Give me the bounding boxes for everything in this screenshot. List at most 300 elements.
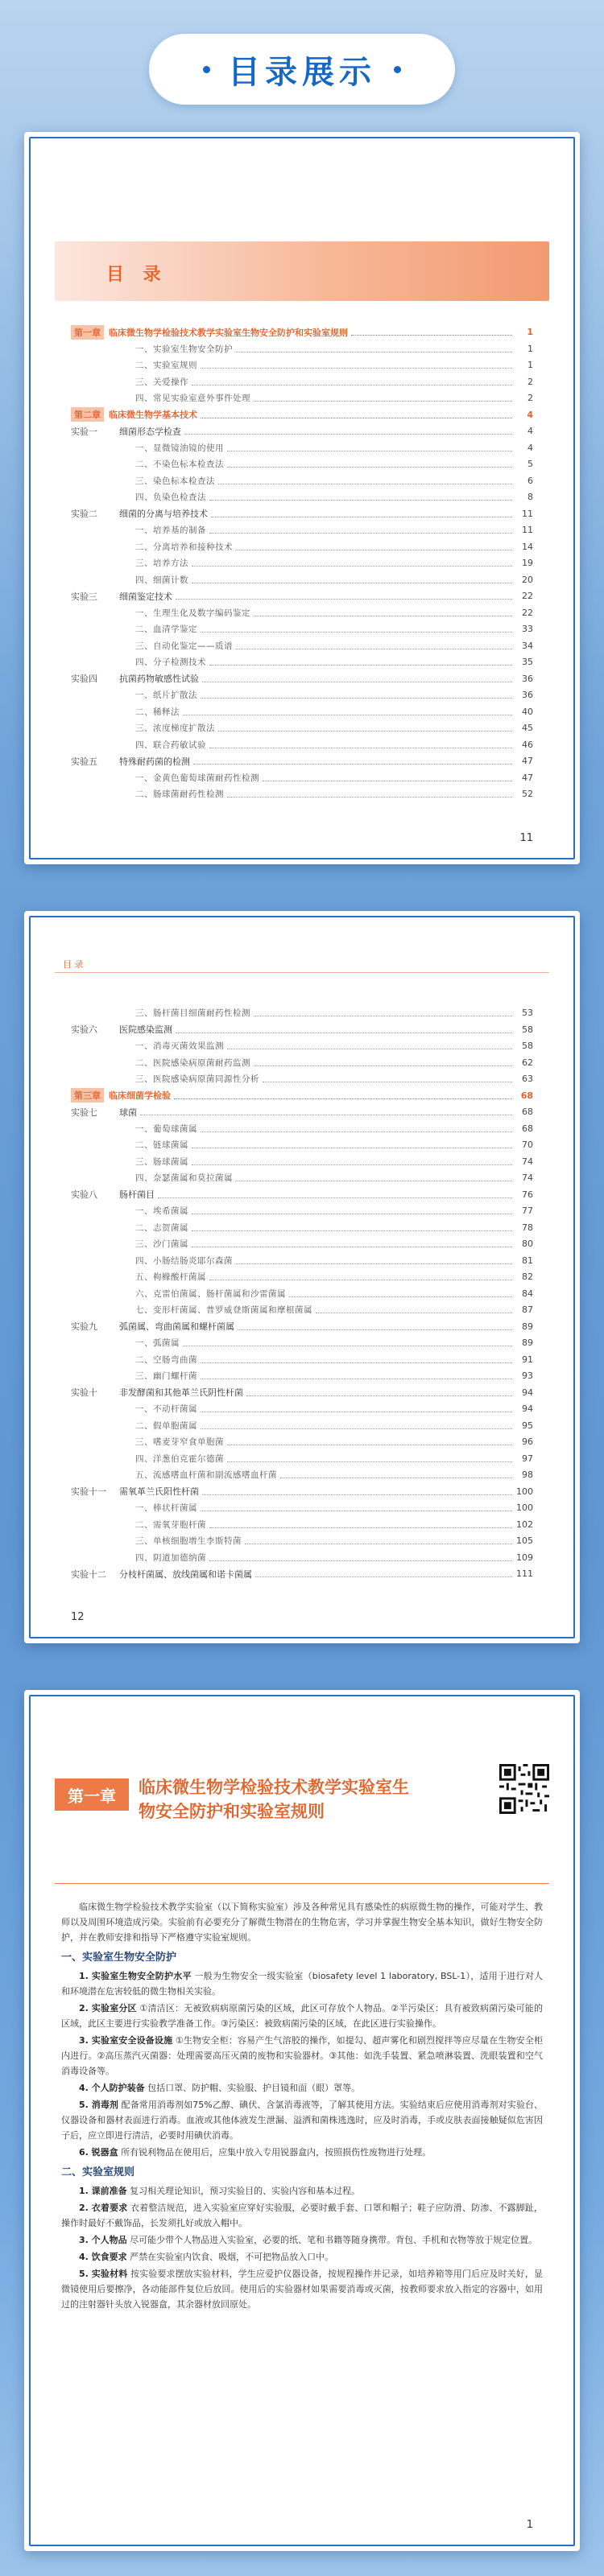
toc-item-row[interactable] <box>71 1138 533 1152</box>
chapter-page-frame <box>24 1690 580 2551</box>
toc-leader <box>192 1224 512 1231</box>
toc-experiment-row[interactable] <box>71 1386 533 1399</box>
toc-entry-title: 分枝杆菌属、放线菌属和诺卡菌属 <box>119 1568 252 1580</box>
toc-page-number: 62 <box>522 1057 533 1068</box>
toc-entry-title: 三、浓度梯度扩散法 <box>135 723 215 733</box>
toc-experiment-label: 实验八 <box>71 1189 97 1200</box>
toc-experiment-row[interactable] <box>71 1485 533 1498</box>
toc-leader <box>236 1174 512 1181</box>
toc-leader <box>193 757 512 765</box>
page-number: 11 <box>519 832 533 844</box>
toc-page-number: 100 <box>516 1502 533 1513</box>
toc-page-number: 105 <box>516 1535 533 1546</box>
toc-entry-title: 三、肠杆菌目细菌耐药性检测 <box>135 1008 250 1018</box>
toc-page-number: 81 <box>522 1255 533 1266</box>
toc-entry-title: 二、空肠弯曲菌 <box>135 1354 197 1365</box>
toc-page-number: 93 <box>522 1370 533 1381</box>
toc-item-row[interactable] <box>71 375 533 389</box>
toc-page-number: 70 <box>522 1140 533 1150</box>
toc-item-row[interactable] <box>71 705 533 719</box>
toc-entry-title: 二、链球菌属 <box>135 1140 188 1150</box>
rule-paragraph <box>61 2183 543 2199</box>
toc-experiment-label: 实验十二 <box>71 1568 106 1580</box>
toc-item-row[interactable] <box>71 1254 533 1267</box>
toc-leader <box>201 1372 512 1379</box>
toc-leader <box>209 1554 512 1561</box>
toc-entry-title: 三、关爱操作 <box>135 377 188 387</box>
toc-leader <box>209 526 512 534</box>
toc-entry-title: 六、克雷伯菌属、肠杆菌属和沙雷菌属 <box>135 1288 286 1299</box>
toc-entry-title: 一、金黄色葡萄球菌耐药性检测 <box>135 773 259 783</box>
rule-paragraph <box>61 2232 543 2248</box>
toc-page-number: 36 <box>522 673 533 684</box>
rule-paragraph <box>61 2001 543 2031</box>
toc-page-number: 91 <box>522 1354 533 1365</box>
rule-text: 复习相关理论知识，预习实验目的、实验内容和基本过程。 <box>130 2186 361 2196</box>
toc-page-number: 4 <box>527 426 533 436</box>
toc-page-number: 53 <box>522 1008 533 1018</box>
toc-leader <box>201 1125 512 1132</box>
toc-leader <box>254 1059 512 1066</box>
toc-item-row[interactable] <box>71 738 533 752</box>
toc-leader <box>192 1158 512 1165</box>
toc-item-row[interactable] <box>71 1501 533 1515</box>
toc-leader <box>316 1306 512 1313</box>
toc-item-row[interactable] <box>71 391 533 405</box>
toc-leader <box>209 1521 512 1528</box>
toc-page-number: 5 <box>527 459 533 469</box>
toc-item-row[interactable] <box>71 1006 533 1020</box>
toc-experiment-label: 实验六 <box>71 1024 97 1035</box>
toc-page-number: 46 <box>522 739 533 750</box>
toc-entry-title: 医院感染监测 <box>119 1024 172 1035</box>
toc-leader <box>227 444 512 451</box>
toc-experiment-row[interactable] <box>71 1023 533 1037</box>
toc-leader <box>158 1191 512 1198</box>
toc-page-number: 89 <box>522 1321 533 1332</box>
toc-page-number: 2 <box>527 393 533 403</box>
toc-item-row[interactable] <box>71 639 533 653</box>
toc-leader <box>245 1537 512 1544</box>
section-heading-1: 一、实验室生物安全防护 <box>61 1952 177 1964</box>
toc-experiment-row[interactable] <box>71 754 533 768</box>
toc-chapter-label: 第一章 <box>71 325 104 340</box>
toc-leader <box>218 477 512 484</box>
toc-entry-title: 一、棒状杆菌属 <box>135 1503 197 1513</box>
toc-experiment-label: 实验九 <box>71 1321 97 1332</box>
toc-entry-title: 特殊耐药菌的检测 <box>119 756 190 767</box>
toc-leader <box>201 625 512 633</box>
toc-entry-title: 三、幽门螺杆菌 <box>135 1371 197 1381</box>
toc-leader <box>254 394 512 402</box>
toc-leader <box>227 790 512 798</box>
toc-experiment-row[interactable] <box>71 672 533 686</box>
chapter-body <box>61 1899 543 2314</box>
toc-experiment-row[interactable] <box>71 1320 533 1333</box>
toc-page-number: 47 <box>522 772 533 783</box>
toc-leader <box>183 708 512 715</box>
toc-page-number: 76 <box>522 1189 533 1200</box>
toc-experiment-label: 实验七 <box>71 1107 97 1118</box>
toc-item-row[interactable] <box>71 1534 533 1548</box>
toc-list-1 <box>71 325 533 816</box>
toc-leader <box>263 774 512 781</box>
toc-entry-title: 四、阴道加德纳菌 <box>135 1552 206 1563</box>
toc-page-number: 40 <box>522 706 533 717</box>
toc-leader <box>227 1042 512 1049</box>
intro-paragraph: 临床微生物学检验技术教学实验室（以下简称实验室）涉及各种常见具有感染性的病原微生物的操作，可能对学生、教师以及周围环境造成污染。实验前有必要充分了解微生物潜在的生物危害，学习并掌握生物安全基本知识，做好生物安全防护，并在教师安排和指导下严格遵守实验室规则。 <box>61 1902 543 1943</box>
running-header: 目 录 <box>63 959 84 970</box>
rule-lead: 4. 个人防护装备 <box>79 2083 145 2093</box>
toc-entry-title: 一、显微镜油镜的使用 <box>135 443 224 453</box>
rule-lead: 3. 实验室安全设备设施 <box>79 2035 173 2046</box>
toc-entry-title: 一、不动杆菌属 <box>135 1404 197 1414</box>
toc-page-number: 87 <box>522 1304 533 1315</box>
toc-entry-title: 四、小肠结肠炎耶尔森菌 <box>135 1255 233 1266</box>
toc-page-number: 95 <box>522 1420 533 1431</box>
toc-item-row[interactable] <box>71 688 533 702</box>
toc-page-number: 97 <box>522 1453 533 1464</box>
toc-leader <box>209 493 512 501</box>
toc-item-row[interactable] <box>71 1336 533 1350</box>
toc-experiment-row[interactable] <box>71 1567 533 1581</box>
toc-experiment-label: 实验四 <box>71 674 97 684</box>
toc-leader <box>263 1075 512 1082</box>
toc-entry-title: 二、分离培养和接种技术 <box>135 542 233 552</box>
rule-text: ①生物安全柜：容易产生气溶胶的操作，如提勾、超声雾化和剧烈搅拌等应尽量在生物安全柜内进行。②高压蒸汽灭菌器：处理需要高压灭菌的废物和实验器材。③其他：如洗手装置、紧急喷淋装置、洗眼装置和空气消毒设备等。 <box>61 2035 543 2076</box>
rule-text: 严禁在实验室内饮食、吸烟，不可把物品放入口中。 <box>130 2252 334 2262</box>
toc-entry-title: 临床微生物学检验技术教学实验室生物安全防护和实验室规则 <box>109 327 348 338</box>
toc-leader <box>184 427 512 435</box>
toc-leader <box>254 609 512 616</box>
toc-page-number: 68 <box>522 1107 533 1117</box>
rule-text: 一般为生物安全一级实验室（biosafety level 1 laboratory, BSL-1），适用于进行对人和环境潜在危害较低的微生物相关实验。 <box>61 1971 544 1997</box>
toc-leader <box>227 1455 512 1462</box>
toc-page-number: 96 <box>522 1436 533 1447</box>
toc-chapter-label: 第二章 <box>71 407 104 422</box>
toc-entry-title: 三、沙门菌属 <box>135 1239 188 1249</box>
chapter-title: 临床微生物学检验技术教学实验室生物安全防护和实验室规则 <box>139 1777 409 1821</box>
toc-page-number: 22 <box>522 607 533 618</box>
toc-page-number: 58 <box>522 1041 533 1051</box>
toc-item-row[interactable] <box>71 1237 533 1251</box>
toc-item-row[interactable] <box>71 556 533 570</box>
toc-leader <box>246 1389 512 1396</box>
rule-paragraph <box>61 1968 543 1999</box>
toc-item-row[interactable] <box>71 1353 533 1366</box>
toc-entry-title: 一、纸片扩散法 <box>135 690 197 700</box>
toc-heading-band <box>55 241 549 301</box>
title-banner <box>149 34 455 105</box>
toc-item-row[interactable] <box>71 474 533 488</box>
toc-experiment-row[interactable] <box>71 507 533 521</box>
rule-lead: 2. 实验室分区 <box>79 2003 137 2013</box>
toc-page-number: 80 <box>522 1239 533 1249</box>
toc-entry-title: 二、需氧芽胞杆菌 <box>135 1519 206 1530</box>
rule-text: 衣着整洁规范，进入实验室应穿好实验服，必要时戴手套、口罩和帽子；鞋子应防滑、防渗、不露脚趾，操作时最好不戴饰品，长发须扎好或放入帽中。 <box>61 2203 544 2228</box>
toc-item-row[interactable] <box>71 1551 533 1564</box>
toc-page-number: 111 <box>516 1568 533 1579</box>
rule-text: 包括口罩、防护帽、实验服、护目镜和面（眼）罩等。 <box>147 2083 361 2093</box>
toc-item-row[interactable] <box>71 1419 533 1432</box>
rule-text: 按实验要求摆放实验材料，学生应爱护仪器设备，按规程操作并记录，如培养箱等用门后应及时关好，显微镜使用后要擦净，各动能部件复位后放回。使用后的实验器材如果需要消毒或灭菌，按教师要求放入指定的容器中，如用过的注射器针头放入锐器盒，其余器材放回原处。 <box>61 2269 544 2310</box>
toc-leader <box>192 1207 512 1214</box>
toc-page-number: 78 <box>522 1222 533 1233</box>
toc-entry-title: 细菌的分离与培养技术 <box>119 509 208 519</box>
toc-page-number: 4 <box>527 409 533 420</box>
toc-leader <box>351 328 512 336</box>
toc-entry-title: 四、奈瑟菌属和莫拉菌属 <box>135 1173 233 1183</box>
rule-lead: 6. 锐器盒 <box>79 2147 118 2158</box>
toc-page-1 <box>55 132 549 864</box>
toc-item-row[interactable] <box>71 1122 533 1136</box>
toc-item-row[interactable] <box>71 1221 533 1234</box>
toc-item-row[interactable] <box>71 655 533 669</box>
toc-item-row[interactable] <box>71 787 533 801</box>
toc-entry-title: 三、单核细胞增生李斯特菌 <box>135 1536 242 1546</box>
toc-chapter-label: 第三章 <box>71 1088 104 1103</box>
toc-entry-title: 二、志贺菌属 <box>135 1222 188 1233</box>
toc-page-number: 20 <box>522 574 533 585</box>
toc-experiment-row[interactable] <box>71 1188 533 1201</box>
toc-page-number: 14 <box>522 541 533 552</box>
toc-page-number: 1 <box>527 343 533 354</box>
toc-leader <box>201 411 512 418</box>
toc-item-row[interactable] <box>71 1287 533 1300</box>
toc-page-number: 11 <box>522 508 533 519</box>
rule-paragraph <box>61 2266 543 2312</box>
toc-item-row[interactable] <box>71 721 533 735</box>
toc-experiment-row[interactable] <box>71 424 533 438</box>
toc-leader <box>202 1488 512 1495</box>
toc-item-row[interactable] <box>71 342 533 356</box>
toc-experiment-label: 实验五 <box>71 756 97 767</box>
toc-item-row[interactable] <box>71 771 533 785</box>
toc-heading: 目 录 <box>106 265 168 285</box>
toc-entry-title: 需氧革兰氏阳性杆菌 <box>119 1486 199 1497</box>
toc-leader <box>227 460 512 468</box>
toc-experiment-label: 实验二 <box>71 509 97 519</box>
toc-leader <box>174 1092 512 1099</box>
toc-page-number: 102 <box>516 1519 533 1530</box>
toc-entry-title: 一、埃希菌属 <box>135 1206 188 1216</box>
toc-leader <box>201 1356 512 1363</box>
toc-entry-title: 二、肠球菌耐药性检测 <box>135 789 224 799</box>
toc-experiment-label: 实验十一 <box>71 1486 106 1497</box>
toc-leader <box>255 1570 512 1577</box>
rule-text: ①清洁区：无被致病病原菌污染的区域，此区可存放个人物品。②半污染区：具有被致病菌污染可能的区域，此区主要进行实验教学准备工作。③污染区：被致病菌污染的区域，在此区进行实验操作。 <box>61 2003 543 2029</box>
toc-page-number: 68 <box>520 1090 533 1101</box>
toc-page-number: 35 <box>522 657 533 667</box>
toc-entry-title: 四、细菌计数 <box>135 575 188 585</box>
toc-leader <box>236 1257 512 1264</box>
rule-lead: 4. 饮食要求 <box>79 2252 127 2262</box>
toc-page-number: 22 <box>522 591 533 601</box>
toc-page-number: 19 <box>522 558 533 568</box>
toc-item-row[interactable] <box>71 1039 533 1053</box>
toc-entry-title: 一、消毒灭菌效果监测 <box>135 1041 224 1051</box>
chapter-page <box>55 1690 549 2551</box>
toc-entry-title: 二、不染色标本检查法 <box>135 460 224 469</box>
toc-leader <box>280 1471 512 1478</box>
toc-leader <box>289 1290 512 1297</box>
toc-entry-title: 五、流感嗜血杆菌和副流感嗜血杆菌 <box>135 1470 277 1480</box>
toc-item-row[interactable] <box>71 1072 533 1086</box>
toc-page-number: 94 <box>522 1387 533 1398</box>
toc-experiment-label: 实验一 <box>71 426 97 437</box>
toc-item-row[interactable] <box>71 540 533 554</box>
toc-item-row[interactable] <box>71 1402 533 1416</box>
toc-leader <box>183 1339 512 1346</box>
toc-page-number: 36 <box>522 690 533 700</box>
toc-entry-title: 一、弧菌属 <box>135 1338 180 1348</box>
toc-item-row[interactable] <box>71 1270 533 1284</box>
toc-entry-title: 细菌鉴定技术 <box>119 591 172 602</box>
toc-item-row[interactable] <box>71 457 533 471</box>
toc-entry-title: 四、常见实验室意外事件处理 <box>135 394 250 403</box>
chapter-label: 第一章 <box>55 1778 129 1811</box>
banner-left-dot <box>203 66 210 73</box>
toc-item-row[interactable] <box>71 490 533 504</box>
toc-leader <box>238 1323 512 1330</box>
toc-chapter-row[interactable] <box>71 1089 533 1103</box>
rule-text: 所有锐利物品在使用后，应集中放入专用锐器盒内，按照损伤性废物进行处理。 <box>121 2147 432 2158</box>
toc-entry-title: 三、医院感染病原菌同源性分析 <box>135 1074 259 1084</box>
toc-item-row[interactable] <box>71 1171 533 1185</box>
toc-item-row[interactable] <box>71 1056 533 1070</box>
toc-chapter-row[interactable] <box>71 408 533 422</box>
toc-entry-title: 弧菌属、弯曲菌属和螺杆菌属 <box>119 1321 234 1332</box>
toc-entry-title: 抗菌药物敏感性试验 <box>119 674 199 684</box>
toc-experiment-label: 实验三 <box>71 591 97 602</box>
toc-item-row[interactable] <box>71 622 533 636</box>
rule-lead: 1. 课前准备 <box>79 2186 127 2196</box>
page-number: 12 <box>71 1611 85 1623</box>
toc-page-number: 1 <box>527 360 533 370</box>
toc-page-number: 100 <box>516 1486 533 1497</box>
rule-paragraph <box>61 2080 543 2096</box>
toc-page-number: 8 <box>527 492 533 502</box>
toc-page-number: 98 <box>522 1469 533 1480</box>
chapter-header <box>55 1764 549 1861</box>
toc-item-row[interactable] <box>71 358 533 372</box>
toc-leader <box>211 510 512 517</box>
toc-page-number: 68 <box>522 1123 533 1134</box>
page-number: 1 <box>526 2519 533 2531</box>
toc-page-number: 84 <box>522 1288 533 1299</box>
toc-page-number: 34 <box>522 640 533 651</box>
toc-item-row[interactable] <box>71 1204 533 1218</box>
toc-page-number: 89 <box>522 1337 533 1348</box>
toc-item-row[interactable] <box>71 523 533 537</box>
banner-right-dot <box>394 66 401 73</box>
toc-entry-title: 二、实验室规则 <box>135 361 197 370</box>
toc-entry-title: 非发酵菌和其他革兰氏阴性杆菌 <box>119 1387 243 1398</box>
toc-item-row[interactable] <box>71 1468 533 1482</box>
rule-text: 尽可能少带个人物品进入实验室，必要的纸、笔和书籍等随身携带。背包、手机和衣物等放于规定位置。 <box>130 2235 538 2245</box>
toc-page-number: 11 <box>522 525 533 535</box>
toc-leader <box>227 1438 512 1445</box>
toc-item-row[interactable] <box>71 441 533 455</box>
toc-item-row[interactable] <box>71 1518 533 1531</box>
toc-leader <box>209 658 512 666</box>
toc-entry-title: 七、变形杆菌属、普罗威登斯菌属和摩根菌属 <box>135 1305 312 1315</box>
toc-item-row[interactable] <box>71 1303 533 1317</box>
toc-leader <box>176 592 512 600</box>
toc-page-number: 52 <box>522 789 533 799</box>
rule-lead: 3. 个人物品 <box>79 2235 127 2245</box>
qr-code-icon <box>499 1764 549 1814</box>
toc-page-number: 82 <box>522 1272 533 1282</box>
rule-paragraph <box>61 2249 543 2265</box>
toc-leader <box>236 543 512 550</box>
toc-entry-title: 四、分子检测技术 <box>135 657 206 667</box>
rule-paragraph <box>61 2200 543 2231</box>
toc-page-number: 33 <box>522 624 533 634</box>
toc-item-row[interactable] <box>71 1369 533 1383</box>
toc-leader <box>201 1422 512 1429</box>
toc-page-number: 45 <box>522 723 533 733</box>
toc-leader <box>192 559 512 567</box>
rule-paragraph <box>61 2097 543 2143</box>
toc-item-row[interactable] <box>71 1435 533 1449</box>
toc-leader <box>176 1026 512 1033</box>
toc-entry-title: 一、葡萄球菌属 <box>135 1123 197 1134</box>
toc-item-row[interactable] <box>71 606 533 620</box>
toc-leader <box>209 1273 512 1280</box>
toc-item-row[interactable] <box>71 573 533 587</box>
toc-page-number: 109 <box>516 1552 533 1563</box>
toc-experiment-row[interactable] <box>71 1105 533 1119</box>
toc-entry-title: 球菌 <box>119 1107 137 1118</box>
toc-page-number: 2 <box>527 376 533 387</box>
rule-lead: 1. 实验室生物安全防护水平 <box>79 1971 192 1981</box>
toc-page-number: 1 <box>527 327 533 337</box>
rule-lead: 2. 衣着要求 <box>79 2203 128 2213</box>
toc-item-row[interactable] <box>71 1452 533 1465</box>
toc-entry-title: 四、负染色检查法 <box>135 493 206 502</box>
toc-entry-title: 二、假单胞菌属 <box>135 1420 197 1431</box>
toc-entry-title: 二、医院感染病原菌耐药监测 <box>135 1057 250 1068</box>
toc-entry-title: 三、染色标本检查法 <box>135 476 215 486</box>
toc-leader <box>140 1108 512 1115</box>
toc-page-number: 74 <box>522 1156 533 1167</box>
toc-leader <box>192 1240 512 1247</box>
toc-entry-title: 细菌形态学检查 <box>119 426 181 437</box>
toc-page-number: 63 <box>522 1074 533 1084</box>
toc-page-number: 77 <box>522 1206 533 1216</box>
toc-item-row[interactable] <box>71 1155 533 1168</box>
toc-entry-title: 一、生理生化及数字编码鉴定 <box>135 608 250 618</box>
rule-text: 配备常用消毒剂如75%乙醇、碘伏、含氯消毒液等，了解其使用方法。实验结束后应使用消毒剂对实验台、仪器设备和器材表面进行消毒。血液或其他体液发生泄漏、溢洒和菌株逃逸时，应及时消毒，手或皮肤表面接触疑似危害因子后，应立即进行清洁，必要时用碘伏消毒。 <box>61 2100 543 2141</box>
toc-entry-title: 四、联合药敏试验 <box>135 740 206 750</box>
toc-entry-title: 三、培养方法 <box>135 558 188 568</box>
toc-leader <box>209 741 512 748</box>
toc-leader <box>201 361 512 369</box>
toc-page-number: 58 <box>522 1024 533 1035</box>
rule-lead: 5. 实验材料 <box>79 2269 128 2279</box>
toc-page-2 <box>55 911 549 1643</box>
toc-entry-title: 临床微生物学基本技术 <box>109 410 197 420</box>
toc-leader <box>201 691 512 699</box>
toc-chapter-row[interactable] <box>71 325 533 339</box>
toc-leader <box>218 724 512 732</box>
toc-page-number: 94 <box>522 1403 533 1414</box>
toc-entry-title: 二、血清学鉴定 <box>135 624 197 634</box>
toc-leader <box>236 642 512 649</box>
toc-experiment-row[interactable] <box>71 589 533 603</box>
toc-page-2-frame <box>24 911 580 1643</box>
